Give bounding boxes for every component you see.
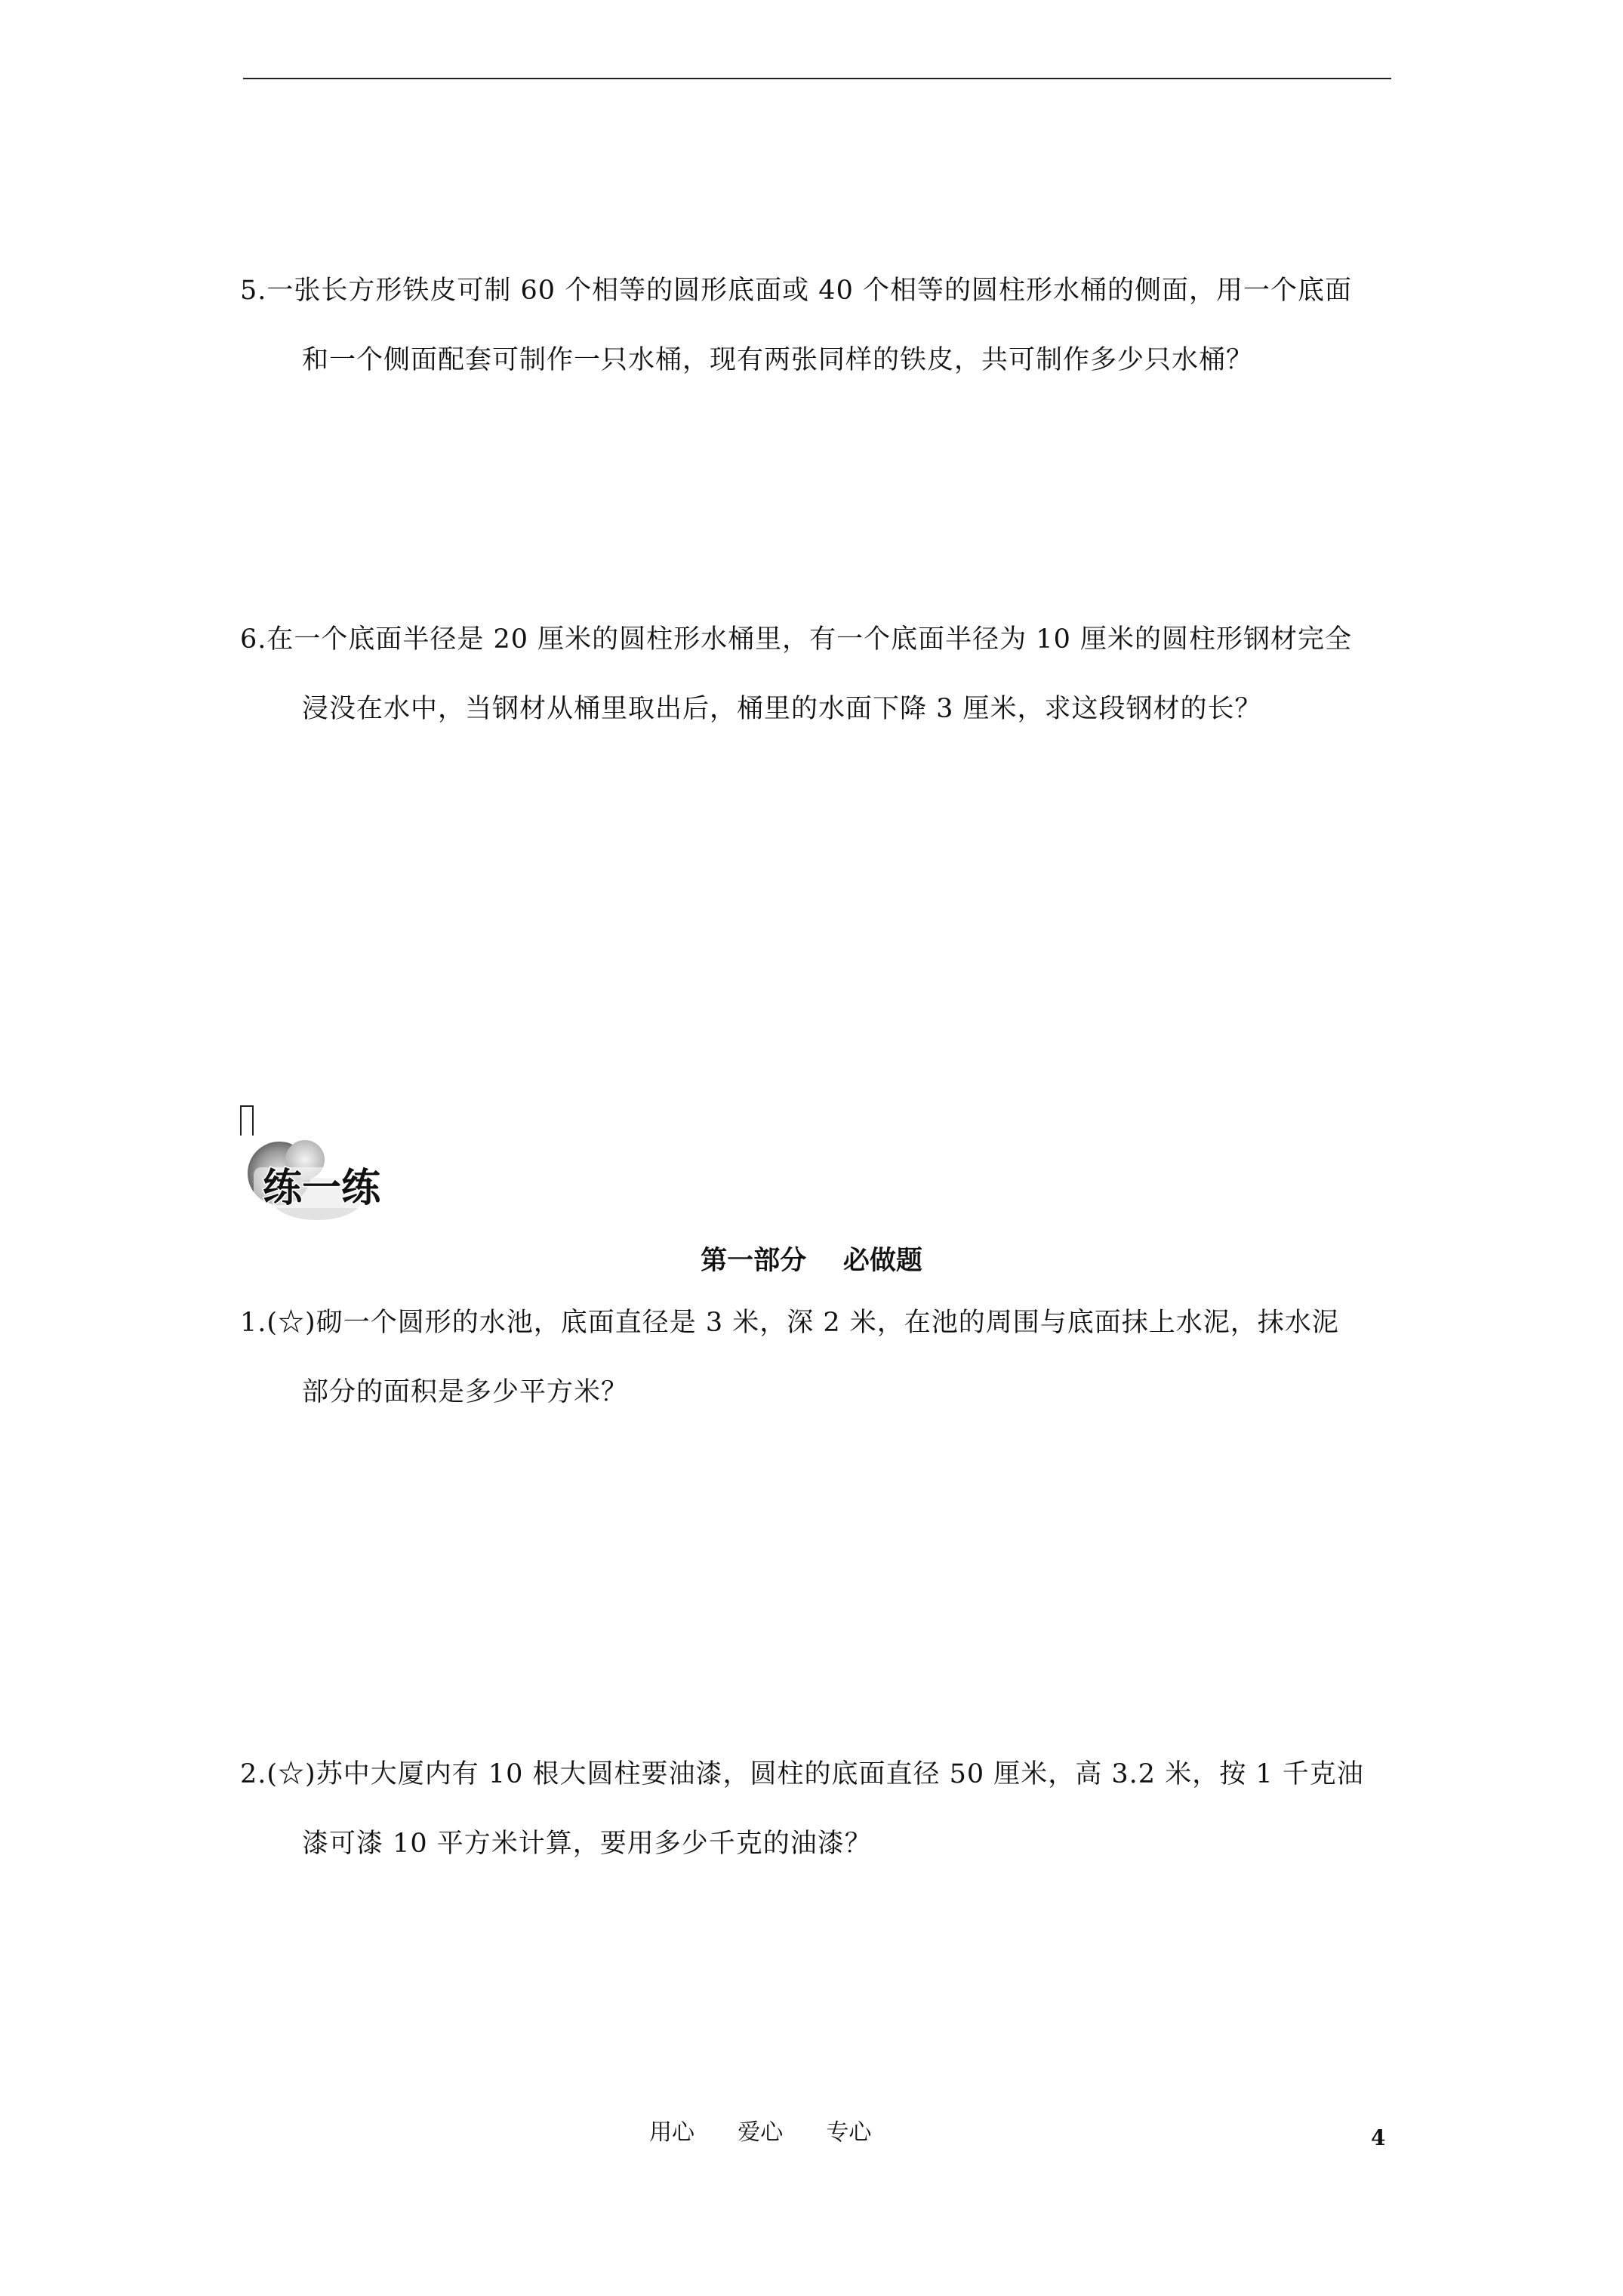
question-5-line-1: 5.一张长方形铁皮可制 60 个相等的圆形底面或 40 个相等的圆柱形水桶的侧面，用一个底面 <box>240 276 1352 306</box>
footer-motto: 用心 爱心 专心 <box>649 2119 872 2146</box>
question-5 <box>240 272 1395 379</box>
question-1-line-1: 1.(☆)砌一个圆形的水池，底面直径是 3 米，深 2 米，在池的周围与底面抹上水泥，抹水泥 <box>240 1308 1339 1338</box>
section-title: 第一部分 必做题 <box>701 1245 922 1276</box>
question-2-line-1: 2.(☆)苏中大厦内有 10 根大圆柱要油漆，圆柱的底面直径 50 厘米，高 3.2 米，按 1 千克油 <box>240 1759 1364 1789</box>
practice-logo-text: 练一练 <box>263 1166 381 1211</box>
page-number: 4 <box>1371 2125 1386 2150</box>
question-6-line-1: 6.在一个底面半径是 20 厘米的圆柱形水桶里，有一个底面半径为 10 厘米的圆柱形钢材完全 <box>240 624 1352 655</box>
question-1-line-2: 部分的面积是多少平方米？ <box>302 1377 629 1407</box>
question-5-line-2: 和一个侧面配套可制作一只水桶，现有两张同样的铁皮，共可制作多少只水桶？ <box>302 345 1254 375</box>
question-2 <box>240 1755 1395 1863</box>
practice-logo-graphic <box>236 1126 439 1229</box>
header-rule <box>243 78 1391 79</box>
question-6 <box>240 621 1395 728</box>
question-1 <box>240 1304 1395 1411</box>
question-2-line-2: 漆可漆 10 平方米计算，要用多少千克的油漆？ <box>302 1829 872 1859</box>
practice-logo <box>236 1126 439 1229</box>
question-6-line-2: 浸没在水中，当钢材从桶里取出后，桶里的水面下降 3 厘米，求这段钢材的长？ <box>302 694 1262 724</box>
